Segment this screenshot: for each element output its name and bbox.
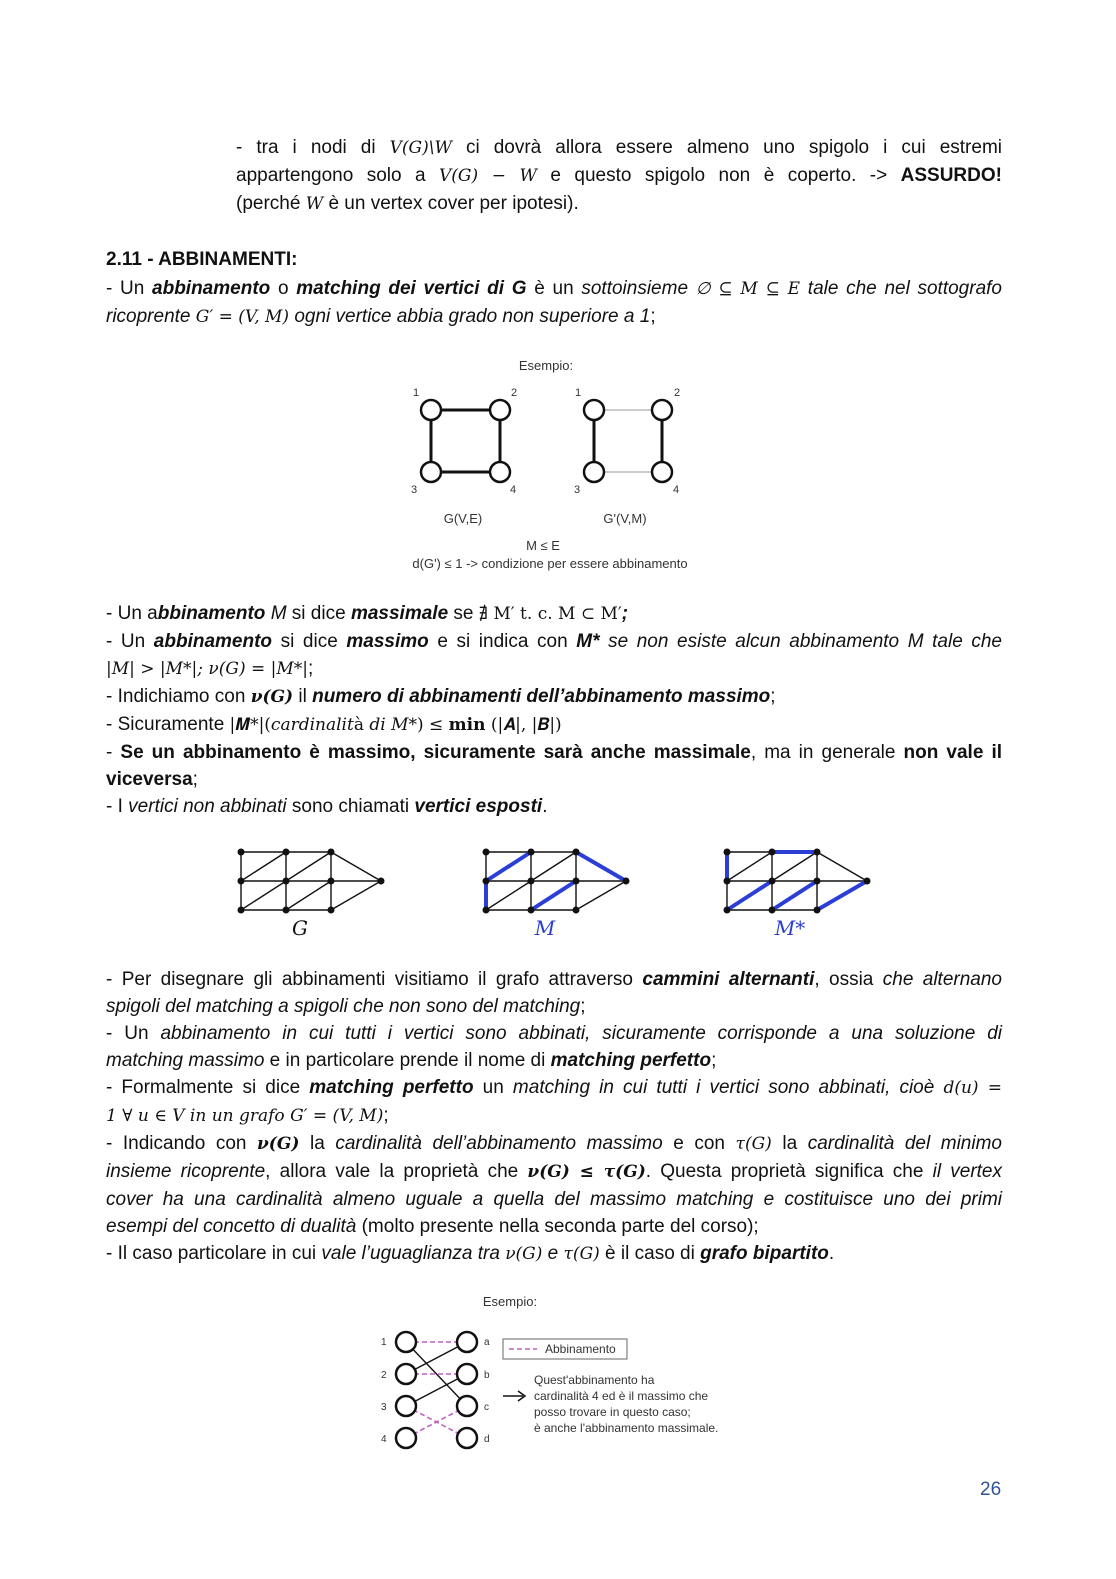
graph-gprime [574, 387, 680, 526]
arrow-icon [503, 1391, 525, 1401]
legend-label: Abbinamento [545, 1342, 616, 1356]
label-M: M [534, 916, 556, 940]
graph-G [241, 852, 381, 910]
node-label: 4 [510, 484, 517, 496]
note-line: cardinalità 4 ed è il massimo che [534, 1389, 709, 1403]
caption-gprime: G'(V,M) [603, 511, 647, 526]
node [652, 462, 672, 482]
right-label: a [484, 1337, 490, 1348]
section-heading: 2.11 - ABBINAMENTI: [106, 249, 298, 270]
node [584, 462, 604, 482]
note-line: è anche l'abbinamento massimale. [534, 1421, 719, 1435]
right-nodes [457, 1332, 477, 1448]
condition-2: d(G') ≤ 1 -> condizione per essere abbinamento [412, 556, 688, 571]
label-G: G [292, 916, 308, 940]
node-label: 3 [411, 484, 418, 496]
figure-bipartite-example [370, 1290, 740, 1450]
note-line: Quest'abbinamento ha [534, 1373, 655, 1387]
caption-g: G(V,E) [443, 511, 483, 526]
continuation-paragraph: - tra i nodi di V(G)\W ci dovrà allora essere almeno uno spigolo i cui estremi appartengono solo a V(G) − W e questo spigolo non è coperto. -> ASSURDO! (perché W è un vertex cover per ipotesi). [236, 137, 1003, 214]
node-label: 1 [575, 387, 582, 399]
node [421, 462, 441, 482]
alternating-paths-paragraph: - Per disegnare gli abbinamenti visitiamo il grafo attraverso cammini alternanti, ossia che alternano spigoli del matching a spigoli che non sono del matching; - Un abbinamento in cui tutti i vertici sono abbinati, sicuramente corrisponde a una soluzione di matching massimo e in particolare prende il nome di matching perfetto; - Formalmente si dice matching perfetto un matching in cui tutti i vertici sono abbinati, cioè d(u) = 1 ∀ u ∈ V in un grafo G′ = (V, M); - Indicando con 𝝂(𝑮) la cardinalità dell’abbinamento massimo e con τ(G) la cardinalità del minimo insieme ricoprente, allora vale la proprietà che 𝝂(𝑮) ≤ 𝝉(𝑮). Questa proprietà significa che il vertex cover ha una cardinalità almeno uguale a quella del massimo matching e costituisce uno dei primi esempi del concetto di dualità (molto presente nella seconda parte del corso); - Il caso particolare in cui vale l’uguaglianza tra ν(G) e τ(G) è il caso di grafo bipartito. [106, 969, 1003, 1264]
left-label: 3 [381, 1402, 387, 1413]
note-line: posso trovare in questo caso; [534, 1405, 691, 1419]
node [490, 400, 510, 420]
label-Mstar: M* [774, 916, 806, 940]
properties-paragraph: - Un abbinamento M si dice massimale se ∄ M′ t. c. M ⊂ M′; - Un abbinamento si dice massimo e si indica con M* se non esiste alcun abbinamento M tale che |M| > |M*|; ν(G) = |M*|; - Indichiamo con 𝝂(𝑮) il numero di abbinamenti dell’abbinamento massimo; - Sicuramente |𝑴*|(𝑐𝑎𝑟𝑑𝑖𝑛𝑎𝑙𝑖𝑡à 𝑑𝑖 𝑀*) ≤ min (|𝑨|, |𝑩|) - Se un abbinamento è massimo, sicuramente sarà anche massimale, ma in generale non vale il viceversa; - I vertici non abbinati sono chiamati vertici esposti. [106, 603, 1003, 817]
node-label: 3 [574, 484, 581, 496]
graph-Mstar [727, 852, 867, 910]
figure-graph-comparison [230, 838, 880, 943]
figure-matching-example [395, 352, 715, 577]
node-label: 1 [413, 387, 420, 399]
right-label: d [484, 1434, 490, 1445]
right-label: b [484, 1370, 490, 1381]
node [490, 462, 510, 482]
node [421, 400, 441, 420]
left-label: 2 [381, 1370, 387, 1381]
node [584, 400, 604, 420]
condition-1: M ≤ E [526, 538, 560, 553]
node-label: 4 [673, 484, 680, 496]
left-nodes [396, 1332, 416, 1448]
definition-paragraph: - Un abbinamento o matching dei vertici di G è un sottoinsieme ∅ ⊆ M ⊆ E tale che nel sottografo ricoprente G′ = (V, M) ogni vertice abbia grado non superiore a 1; [106, 278, 1002, 327]
graph-g [411, 387, 517, 526]
page-number: 26 [980, 1479, 1002, 1500]
left-label: 4 [381, 1434, 387, 1445]
graph-M [486, 852, 626, 910]
node [652, 400, 672, 420]
figure-title: Esempio: [482, 1294, 538, 1309]
left-label: 1 [381, 1337, 387, 1348]
figure-title: Esempio: [518, 358, 574, 373]
node-label: 2 [674, 387, 681, 399]
right-label: c [484, 1402, 489, 1413]
node-label: 2 [511, 387, 518, 399]
